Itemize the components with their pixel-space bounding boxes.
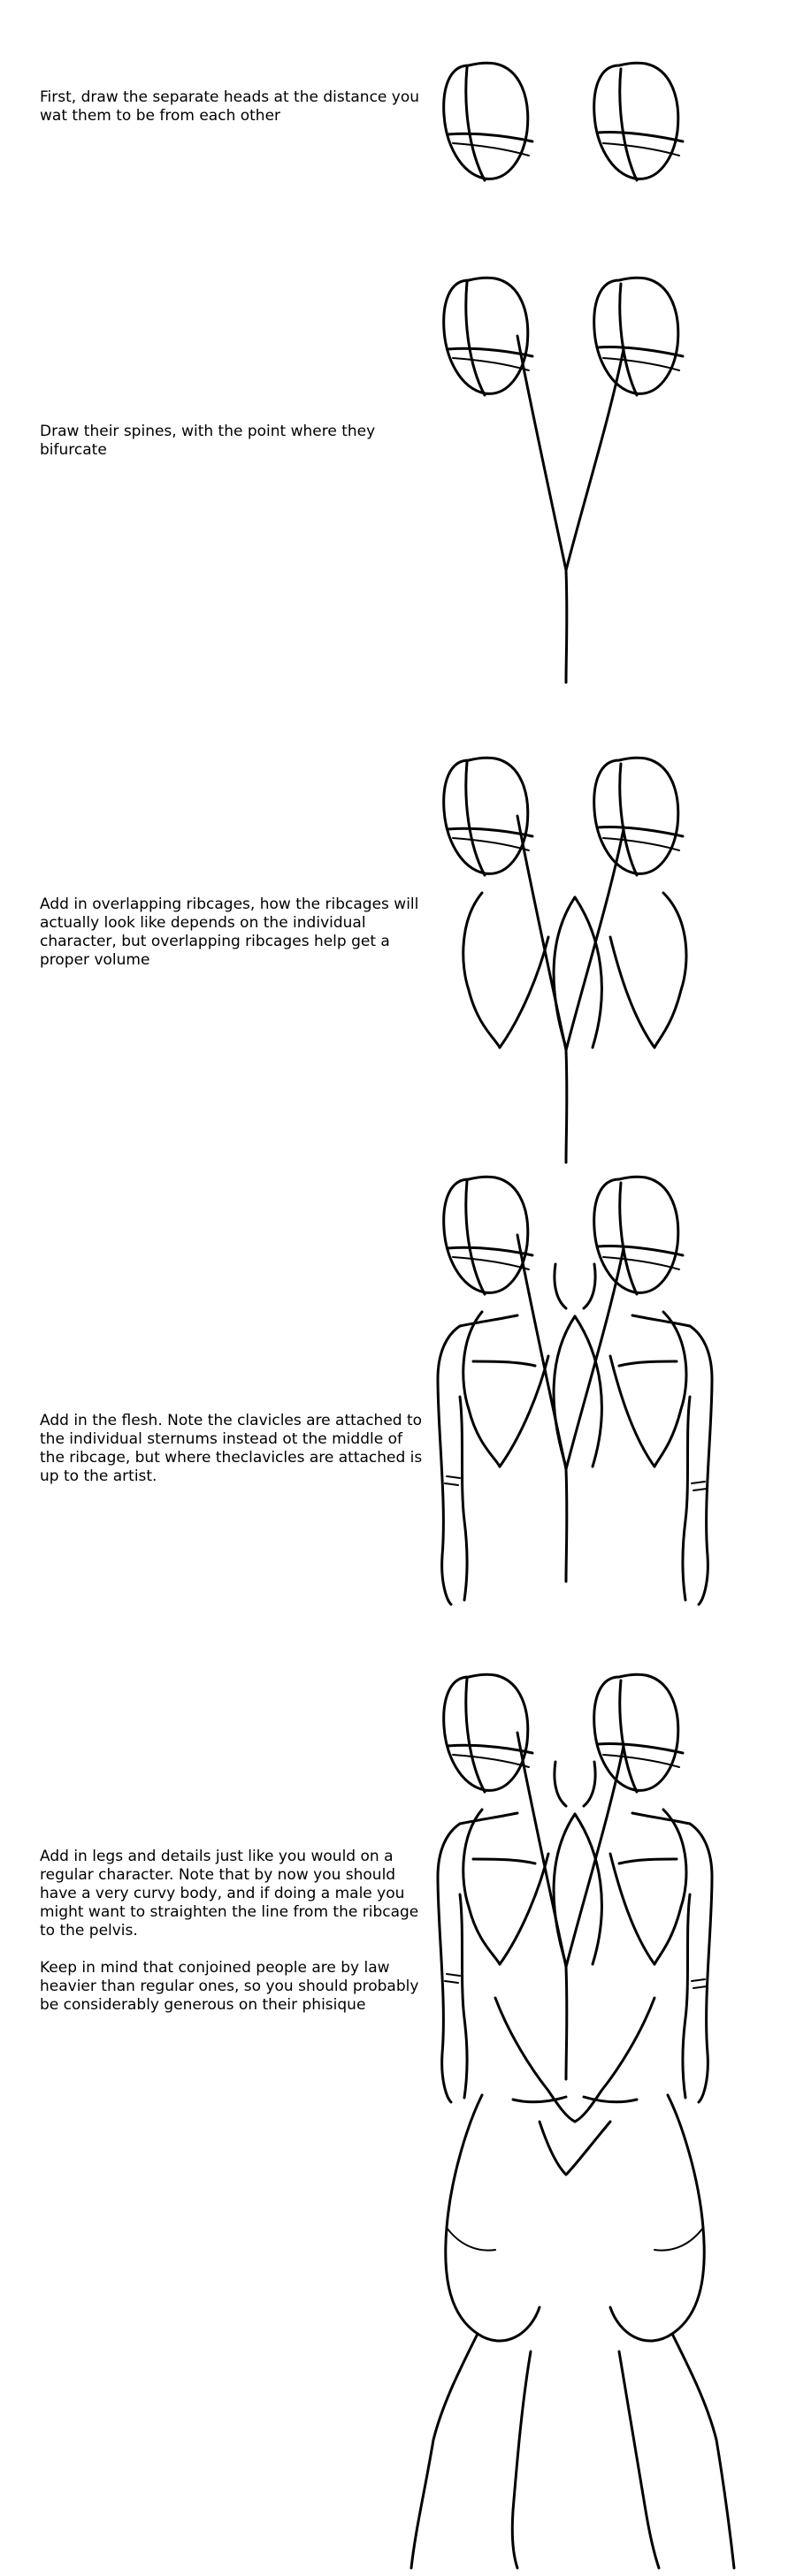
- step-3-paragraph-1: Add in overlapping ribcages, how the ribcages will actually look like depends on the individual character, but overlapping ribcages help get a proper volume: [40, 896, 419, 969]
- step-5-paragraph-2: Keep in mind that conjoined people are by law heavier than regular ones, so you should probably be considerably generous on their phisique: [40, 1959, 419, 2014]
- step-2-drawing: [444, 278, 683, 682]
- step-4-paragraph-1: Add in the flesh. Note the clavicles are attached to the individual sternums instead ot the middle of the ribcage, but where theclavicles are attached is up to the artist.: [40, 1412, 423, 1485]
- step-3-drawing: [444, 758, 686, 1162]
- step-1-drawing: [444, 63, 683, 180]
- step-2-paragraph-1: Draw their spines, with the point where they bifurcate: [40, 423, 376, 459]
- step-5-drawing: [411, 1674, 734, 2568]
- step-4-drawing: [438, 1177, 712, 1604]
- step-5-paragraph-1: Add in legs and details just like you would on a regular character. Note that by now you should have a very curvy body, and if doing a male you might want to straighten the line from the ribcage to the pelvis.: [40, 1848, 419, 1940]
- step-1-paragraph-1: First, draw the separate heads at the distance you wat them to be from each other: [40, 88, 420, 125]
